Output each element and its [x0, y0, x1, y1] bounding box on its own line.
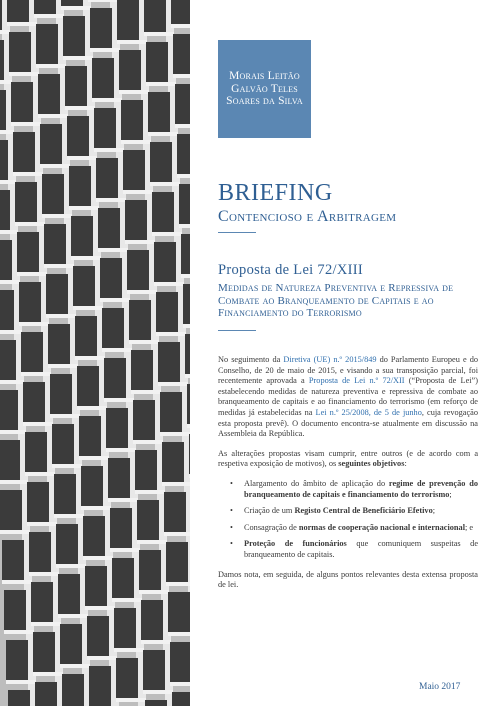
facade-ledge	[83, 556, 113, 560]
window-pane	[108, 458, 132, 500]
text-span: do Parlamento Europeu e do Conselho, de 20 de maio de 2015, e visando a sua transposição parcial, foi recentemente aprovada a	[218, 355, 478, 386]
window-pane	[7, 0, 31, 24]
facade-ledge	[21, 372, 51, 376]
window-pane	[114, 608, 138, 650]
window-pane	[125, 200, 149, 242]
facade-ledge	[119, 90, 149, 94]
facade-ledge	[106, 448, 136, 452]
facade-ledge	[54, 514, 84, 518]
list-item	[218, 539, 478, 560]
facade-ledge	[110, 548, 140, 552]
facade-ledge	[183, 324, 190, 328]
window-pane	[56, 524, 80, 566]
facade-ledge	[146, 82, 176, 86]
practice-area-subtitle: Contencioso e Arbitragem	[218, 208, 397, 225]
facade-ledge	[102, 348, 132, 352]
facade-ledge	[129, 340, 159, 344]
window-pane	[65, 66, 89, 108]
window-pane	[46, 274, 70, 316]
window-pane	[89, 666, 113, 706]
text-span: No seguimento da	[218, 355, 284, 364]
window-pane	[87, 616, 111, 658]
window-pane	[50, 374, 74, 416]
facade-ledge	[175, 124, 190, 128]
facade-ledge	[104, 398, 134, 402]
facade-ledge	[141, 640, 171, 644]
facade-ledge	[135, 490, 165, 494]
window-pane	[90, 8, 114, 50]
facade-ledge	[164, 532, 190, 536]
window-pane	[133, 400, 157, 442]
facade-ledge	[9, 72, 39, 76]
facade-ledge	[116, 698, 146, 702]
window-pane	[171, 0, 190, 26]
facade-ledge	[160, 432, 190, 436]
publication-date: Maio 2017	[419, 682, 461, 692]
window-pane	[139, 550, 163, 592]
facade-ledge	[185, 374, 190, 378]
window-pane	[160, 392, 184, 434]
facade-ledge	[0, 230, 18, 234]
text-span: que comuniquem suspeitas de branqueamento de capitais.	[244, 539, 479, 559]
facade-ledge	[137, 540, 167, 544]
window-pane	[19, 282, 43, 324]
window-pane	[69, 166, 93, 208]
text-span: :	[404, 459, 407, 469]
facade-ledge	[96, 198, 126, 202]
text-span: (“Proposta de Lei”) estabelecendo medidas de natureza preventiva e repressiva de combate ao branqueamento de capitais e ao financiamento do terrorismo (em reforço de medidas já estabelecidas na	[218, 376, 479, 417]
facade-ledge	[187, 424, 190, 428]
facade-ledge	[0, 180, 16, 184]
facade-ledge	[144, 32, 174, 36]
window-pane	[144, 0, 168, 34]
facade-ledge	[73, 306, 103, 310]
text-span: Criação de um	[244, 506, 295, 516]
facade-ledge	[71, 256, 101, 260]
body-text	[218, 355, 478, 600]
facade-ledge	[189, 474, 190, 478]
facade-ledge	[125, 240, 155, 244]
window-pane	[123, 150, 147, 192]
facade-ledge	[4, 630, 34, 634]
window-pane	[110, 508, 134, 550]
facade-ledge	[19, 322, 49, 326]
facade-ledge	[131, 390, 161, 394]
window-pane	[173, 34, 190, 76]
facade-ledge	[77, 406, 107, 410]
window-pane	[38, 74, 62, 116]
facade-ledge	[60, 664, 90, 668]
link-proposta-de-lei[interactable]: Proposta de Lei n.º 72/XII	[308, 376, 405, 386]
window-pane	[150, 142, 174, 184]
window-pane	[127, 250, 151, 292]
window-pane	[62, 674, 86, 706]
window-pane	[145, 700, 169, 706]
bold-text: Registo Central de Beneficiário Efetivo	[294, 506, 433, 516]
window-pane	[13, 132, 37, 174]
facade-ledge	[34, 14, 64, 18]
facade-ledge	[48, 364, 78, 368]
window-pane	[104, 358, 128, 400]
window-pane	[83, 516, 107, 558]
window-pane	[33, 632, 57, 674]
bold-text: seguintes objetivos	[338, 459, 405, 469]
facade-ledge	[92, 98, 122, 102]
facade-ledge	[67, 156, 97, 160]
text-span: Alargamento do âmbito de aplicação do	[244, 478, 389, 488]
facade-ledge	[40, 164, 70, 168]
text-span: ; e	[465, 522, 474, 532]
facade-ledge	[25, 472, 55, 476]
firm-logo	[218, 40, 311, 138]
facade-ledge	[154, 282, 184, 286]
facade-ledge	[150, 182, 180, 186]
window-pane	[141, 600, 165, 642]
window-pane	[48, 324, 72, 366]
text-span: ;	[432, 506, 436, 516]
facade-ledge	[168, 632, 190, 636]
facade-ledge	[94, 148, 124, 152]
window-pane	[23, 382, 47, 424]
window-pane	[79, 416, 103, 458]
text-span: Consagração de	[244, 522, 299, 532]
facade-ledge	[69, 206, 99, 210]
facade-ledge	[88, 0, 118, 2]
window-pane	[81, 466, 105, 508]
window-pane	[8, 690, 32, 706]
facade-ledge	[29, 572, 59, 576]
facade-ledge	[61, 6, 91, 10]
window-pane	[75, 316, 99, 358]
window-pane	[96, 158, 120, 200]
logo-text: Morais Leitão Galvão Teles Soares da Silva	[226, 70, 303, 108]
window-pane	[112, 558, 136, 600]
paragraph-intro	[218, 355, 478, 440]
facade-ledge	[121, 140, 151, 144]
facade-ledge	[11, 122, 41, 126]
list-item	[218, 523, 478, 534]
window-pane	[148, 92, 172, 134]
list-item	[218, 506, 478, 517]
proposal-title: Proposta de Lei 72/XIII	[218, 262, 364, 278]
window-pane	[42, 174, 66, 216]
facade-ledge	[117, 40, 147, 44]
window-pane	[189, 434, 190, 476]
facade-ledge	[17, 272, 47, 276]
link-diretiva[interactable]: Diretiva (UE) n.º 2015/849	[283, 355, 377, 364]
facade-ledge	[98, 248, 128, 252]
facade-ledge	[181, 274, 190, 278]
window-pane	[77, 366, 101, 408]
facade-ledge	[170, 682, 190, 686]
link-lei-25-2008[interactable]: Lei n.º 25/2008, de 5 de junho	[315, 407, 422, 417]
facade-ledge	[108, 498, 138, 502]
facade-ledge	[85, 606, 115, 610]
window-pane	[73, 266, 97, 308]
window-pane	[181, 234, 190, 276]
facade-ledge	[44, 264, 74, 268]
building-photo	[0, 0, 190, 706]
bold-text: normas de cooperação nacional e internacional	[298, 522, 465, 532]
facade-ledge	[112, 598, 142, 602]
facade-ledge	[46, 314, 76, 318]
window-pane	[175, 84, 190, 126]
facade-ledge	[152, 232, 182, 236]
facade-ledge	[100, 298, 130, 302]
window-pane	[131, 350, 155, 392]
window-pane	[21, 332, 45, 374]
list-item	[218, 479, 478, 500]
window-pane	[36, 24, 60, 66]
window-pane	[4, 590, 28, 632]
window-pane	[117, 0, 141, 42]
facade-ledge	[177, 174, 190, 178]
window-pane	[29, 532, 53, 574]
facade-ledge	[166, 582, 190, 586]
window-pane	[100, 258, 124, 300]
facade-ledge	[50, 414, 80, 418]
briefing-title: BRIEFING	[218, 180, 333, 206]
facade-ledge	[65, 106, 95, 110]
window-pane	[129, 300, 153, 342]
facade-ledge	[0, 430, 26, 434]
window-pane	[0, 290, 16, 332]
window-pane	[166, 542, 190, 584]
text-span: As alterações propostas visam cumprir, entre outros (e de acordo com a respetiva exposição de motivos), os	[218, 448, 478, 469]
window-pane	[54, 474, 78, 516]
facade-ledge	[127, 290, 157, 294]
text-span: , cuja revogação esta proposta prevê). O documento encontra-se atualmente em discussão na Assembleia da República.	[218, 407, 478, 439]
window-pane	[185, 334, 190, 376]
facade-ledge	[56, 564, 86, 568]
facade-ledge	[162, 482, 190, 486]
facade-ledge	[0, 80, 12, 84]
text-span: ;	[449, 489, 452, 499]
window-pane	[67, 116, 91, 158]
window-pane	[116, 658, 140, 700]
facade-ledge	[2, 580, 32, 584]
facade-ledge	[156, 332, 186, 336]
window-pane	[85, 566, 109, 608]
facade-ledge	[38, 114, 68, 118]
facade-ledge	[79, 456, 109, 460]
window-pane	[63, 16, 87, 58]
window-pane	[135, 450, 159, 492]
facade-ledge	[87, 656, 117, 660]
window-pane	[2, 540, 26, 582]
facade-ledge	[114, 648, 144, 652]
facade-ledge	[123, 190, 153, 194]
window-pane	[168, 592, 190, 634]
window-pane	[40, 124, 64, 166]
window-pane	[60, 624, 84, 666]
window-pane	[98, 208, 122, 250]
window-pane	[94, 108, 118, 150]
window-pane	[6, 640, 30, 682]
facade-ledge	[0, 280, 20, 284]
window-pane	[52, 424, 76, 466]
window-pane	[102, 308, 126, 350]
facade-ledge	[81, 506, 111, 510]
facade-ledge	[0, 480, 28, 484]
facade-ledge	[42, 214, 72, 218]
window-pane	[154, 242, 178, 284]
facade-ledge	[171, 24, 190, 28]
facade-ledge	[139, 590, 169, 594]
divider	[218, 330, 256, 331]
window-pane	[179, 184, 190, 226]
facade-ledge	[27, 522, 57, 526]
facade-ledge	[0, 530, 30, 534]
window-pane	[156, 292, 180, 334]
window-pane	[137, 500, 161, 542]
window-pane	[146, 42, 170, 84]
facade-ledge	[158, 382, 188, 386]
facade-ledge	[31, 622, 61, 626]
window-pane	[0, 440, 22, 482]
facade-ledge	[173, 74, 190, 78]
facade-ledge	[13, 172, 43, 176]
facade-ledge	[75, 356, 105, 360]
window-pane	[15, 182, 39, 224]
facade-ledge	[15, 222, 45, 226]
window-pane	[11, 82, 35, 124]
window-pane	[177, 134, 190, 176]
window-pane	[17, 232, 41, 274]
window-pane	[162, 442, 186, 484]
window-pane	[27, 482, 51, 524]
facade-ledge	[179, 224, 190, 228]
divider	[218, 232, 256, 233]
window-pane	[170, 642, 190, 684]
facade-ledge	[0, 30, 10, 34]
bold-text: regime de prevenção do branqueamento de capitais e financiamento do terrorismo	[244, 478, 478, 499]
window-pane	[9, 32, 33, 74]
window-pane	[71, 216, 95, 258]
paragraph-closing: Damos nota, em seguida, de alguns pontos relevantes desta extensa proposta de lei.	[218, 569, 478, 590]
window-pane	[34, 0, 58, 16]
window-pane	[172, 692, 190, 706]
facade-ledge	[63, 56, 93, 60]
facade-ledge	[52, 464, 82, 468]
window-pane	[143, 650, 167, 692]
facade-ledge	[58, 614, 88, 618]
window-pane	[121, 100, 145, 142]
facade-ledge	[133, 440, 163, 444]
facade-ledge	[36, 64, 66, 68]
facade-ledge	[0, 130, 14, 134]
facade-ledge	[6, 680, 36, 684]
window-pane	[158, 342, 182, 384]
window-pane	[58, 574, 82, 616]
facade-ledge	[0, 380, 24, 384]
window-pane	[0, 390, 20, 432]
facade-ledge	[23, 422, 53, 426]
window-pane	[35, 682, 59, 706]
window-pane	[164, 492, 188, 534]
window-pane	[183, 284, 190, 326]
window-pane	[119, 50, 143, 92]
window-pane	[106, 408, 130, 450]
building-facade-image	[0, 0, 190, 706]
window-pane	[0, 240, 14, 282]
window-pane	[0, 340, 18, 382]
facade-ledge	[90, 48, 120, 52]
window-pane	[44, 224, 68, 266]
window-pane	[92, 58, 116, 100]
window-pane	[25, 432, 49, 474]
window-pane	[0, 490, 24, 532]
proposal-subtitle: Medidas de Natureza Preventiva e Repressiva de Combate ao Branqueamento de Capitais e ao Financiamento do Terrorismo	[218, 282, 454, 319]
window-pane	[187, 384, 190, 426]
window-pane	[152, 192, 176, 234]
facade-ledge	[33, 672, 63, 676]
facade-ledge	[143, 690, 173, 694]
facade-ledge	[0, 330, 22, 334]
objectives-list	[218, 479, 478, 561]
window-pane	[31, 582, 55, 624]
paragraph-objectives	[218, 449, 478, 470]
facade-ledge	[148, 132, 178, 136]
facade-ledge	[7, 22, 37, 26]
bold-text: Proteção de funcionários	[244, 539, 347, 549]
